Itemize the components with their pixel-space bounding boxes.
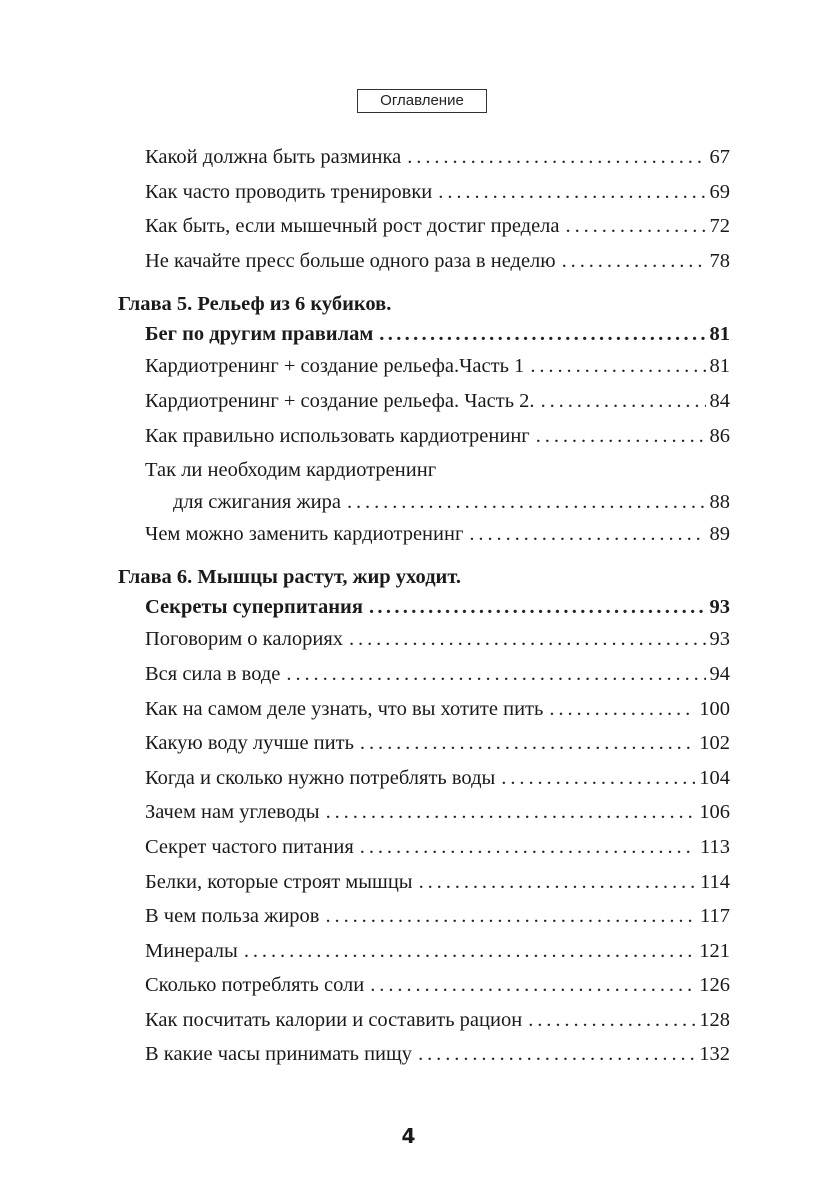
toc-entry	[118, 830, 730, 865]
entry-page-number: 72	[709, 215, 730, 238]
dot-leader	[286, 657, 705, 692]
dot-leader	[549, 692, 695, 727]
toc-entry	[118, 622, 730, 657]
entry-title: Когда и сколько нужно потреблять воды	[145, 766, 496, 789]
entry-page-number: 78	[709, 249, 730, 272]
dot-leader	[379, 319, 705, 349]
toc-entry	[118, 934, 730, 969]
dot-leader	[407, 140, 705, 175]
page-number: 4	[401, 1124, 416, 1148]
toc-section	[118, 289, 730, 551]
entry-title: Бег по другим правилам	[145, 323, 374, 346]
entry-title: Какую воду лучше пить	[145, 732, 354, 755]
dot-leader	[369, 592, 706, 622]
toc-entry	[118, 349, 730, 384]
entry-title: Кардиотренинг + создание рельефа.Часть 1	[145, 355, 525, 378]
toc-entry	[118, 865, 730, 900]
entry-page-number: 94	[709, 662, 730, 685]
dot-leader	[370, 968, 695, 1003]
dot-leader	[326, 795, 696, 830]
entry-page-number: 117	[700, 905, 730, 928]
dot-leader	[419, 865, 696, 900]
entry-page-number: 102	[699, 732, 730, 755]
dot-leader	[469, 517, 705, 552]
dot-leader	[360, 830, 696, 865]
entry-title: Как правильно использовать кардиотренинг	[145, 424, 530, 447]
entry-title: Как посчитать калории и составить рацион	[145, 1008, 523, 1031]
toc-entry	[118, 517, 730, 552]
entry-page-number: 88	[709, 490, 730, 513]
entry-page-number: 104	[699, 766, 730, 789]
toc-entry	[118, 140, 730, 175]
dot-leader	[438, 175, 705, 210]
entry-title: Кардиотренинг + создание рельефа. Часть 2.	[145, 389, 535, 412]
dot-leader	[562, 244, 706, 279]
dot-leader	[536, 419, 706, 454]
entry-page-number: 93	[709, 628, 730, 651]
toc-section	[118, 140, 730, 278]
entry-page-number: 113	[700, 835, 730, 858]
entry-title: Не качайте пресс больше одного раза в неделю	[145, 249, 556, 272]
entry-title: Вся сила в воде	[145, 662, 281, 685]
entry-page-number: 93	[709, 596, 730, 619]
toc-entry	[118, 968, 730, 1003]
toc-entry	[118, 692, 730, 727]
toc-entry	[118, 175, 730, 210]
entry-page-number: 67	[709, 146, 730, 168]
entry-page-number: 69	[709, 180, 730, 203]
entry-page-number: 128	[699, 1008, 730, 1031]
toc-entry	[118, 726, 730, 761]
dot-leader	[528, 1003, 695, 1038]
chapter-title: Глава 5. Рельеф из 6 кубиков.	[118, 293, 392, 316]
entry-page-number: 81	[709, 323, 730, 346]
toc-entry	[118, 592, 730, 622]
toc-entry	[118, 419, 730, 454]
entry-page-number: 86	[709, 424, 730, 447]
toc-entry	[118, 384, 730, 419]
toc-entry-continuation	[118, 488, 730, 517]
dot-leader	[541, 384, 706, 419]
toc-entry	[118, 319, 730, 349]
entry-title: Белки, которые строят мышцы	[145, 870, 413, 893]
entry-page-number: 106	[699, 801, 730, 824]
entry-title: Как часто проводить тренировки	[145, 180, 433, 203]
entry-title: В чем польза жиров	[145, 905, 320, 928]
dot-leader	[347, 488, 706, 517]
entry-title: Как на самом деле узнать, что вы хотите пить	[145, 697, 544, 720]
dot-leader	[530, 349, 705, 384]
entry-page-number: 100	[699, 697, 730, 720]
entry-page-number: 89	[709, 522, 730, 545]
toc-entry	[118, 761, 730, 796]
entry-page-number: 84	[709, 389, 730, 412]
toc-entry	[118, 795, 730, 830]
dot-leader	[566, 209, 706, 244]
entry-title: Секреты суперпитания	[145, 596, 363, 619]
entry-title: В какие часы принимать пищу	[145, 1043, 413, 1066]
entry-page-number: 114	[700, 870, 730, 893]
entry-title: Как быть, если мышечный рост достиг предела	[145, 215, 560, 238]
dot-leader	[501, 761, 695, 796]
entry-title-continuation: для сжигания жира	[173, 490, 341, 513]
entry-page-number: 121	[699, 939, 730, 962]
dot-leader	[418, 1037, 695, 1072]
entry-title: Сколько потреблять соли	[145, 974, 365, 997]
toc-entry	[118, 1037, 730, 1072]
entry-title: Зачем нам углеводы	[145, 801, 320, 824]
dot-leader	[325, 899, 696, 934]
toc-entry	[118, 453, 730, 488]
entry-title: Секрет частого питания	[145, 835, 354, 858]
entry-title: Чем можно заменить кардиотренинг	[145, 522, 464, 545]
entry-page-number: 81	[709, 355, 730, 378]
toc-entry	[118, 1003, 730, 1038]
entry-page-number: 126	[699, 974, 730, 997]
toc-section	[118, 562, 730, 1072]
running-header-contents: Оглавление	[357, 89, 487, 113]
dot-leader	[349, 622, 706, 657]
dot-leader	[360, 726, 695, 761]
toc-entry	[118, 657, 730, 692]
entry-title: Поговорим о калориях	[145, 628, 343, 651]
entry-title: Минералы	[145, 939, 238, 962]
entry-title: Так ли необходим кардиотренинг	[145, 459, 437, 482]
table-of-contents	[118, 140, 730, 1072]
entry-title: Какой должна быть разминка	[145, 146, 402, 168]
toc-entry	[118, 899, 730, 934]
entry-page-number: 132	[699, 1043, 730, 1066]
toc-entry	[118, 244, 730, 279]
chapter-title: Глава 6. Мышцы растут, жир уходит.	[118, 566, 462, 589]
dot-leader	[244, 934, 695, 969]
toc-entry	[118, 209, 730, 244]
